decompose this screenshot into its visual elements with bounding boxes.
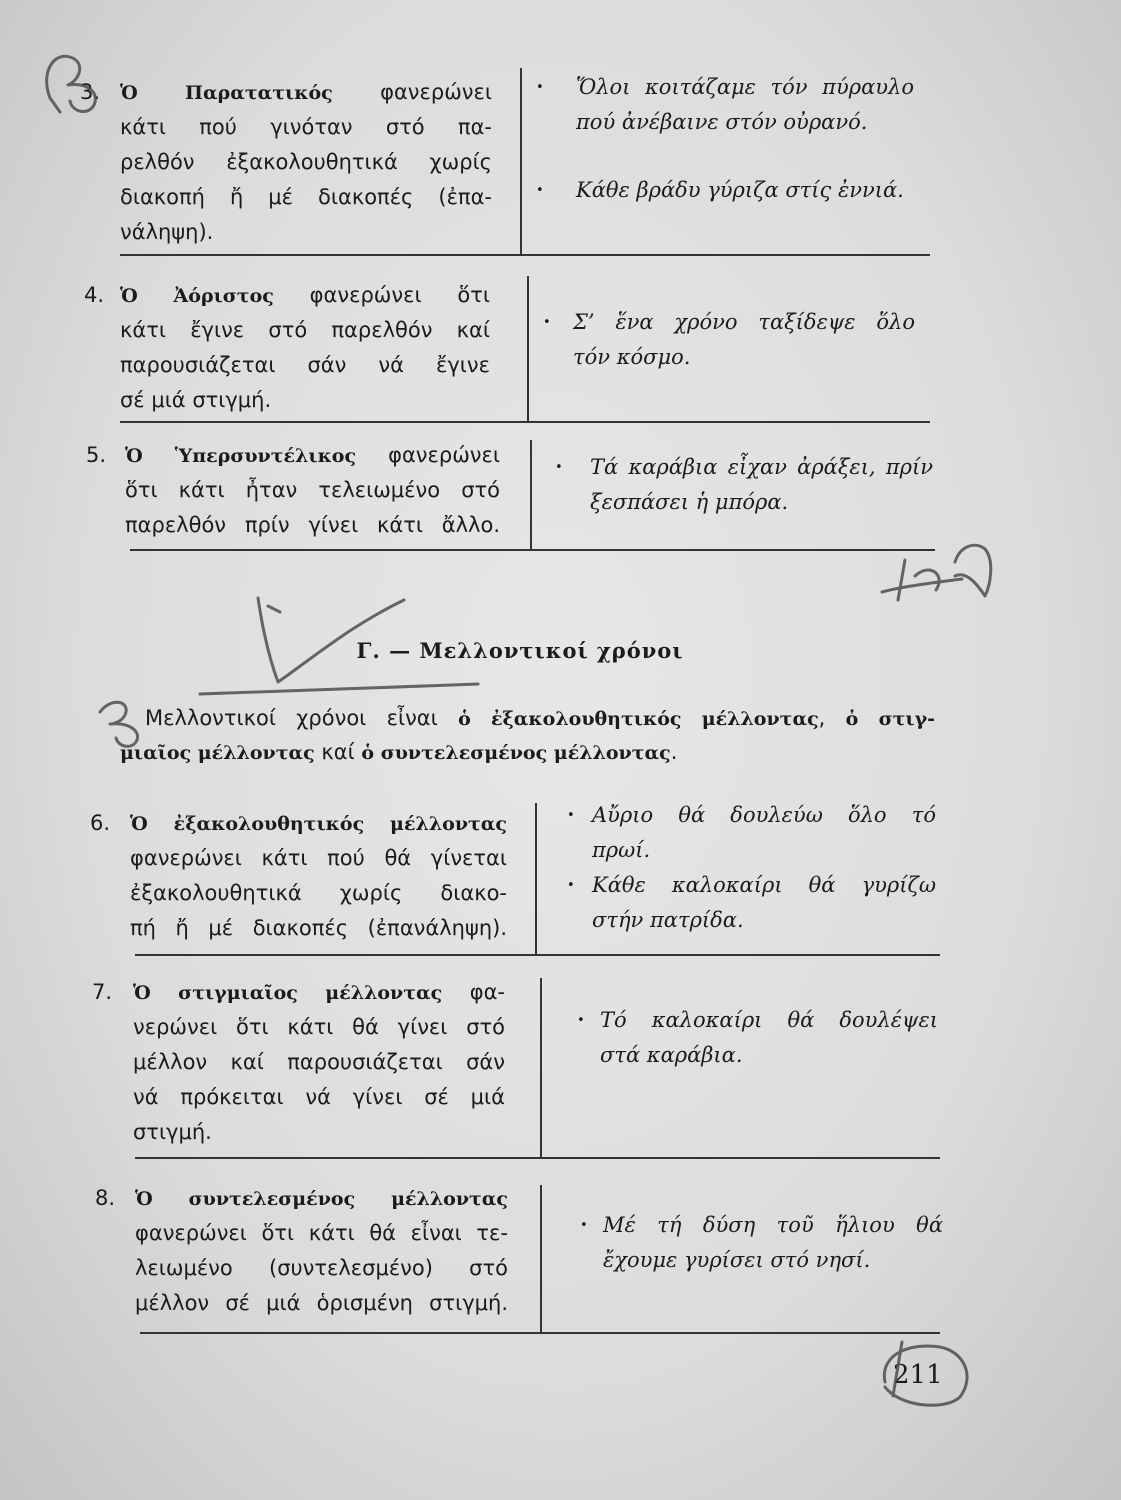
definition-line: παρελθόν πρίν γίνει κάτι ἄλλο. — [125, 513, 500, 537]
row-rule — [130, 549, 935, 551]
row-examples — [590, 450, 933, 520]
intro-text: καί — [314, 740, 362, 764]
tense-term: Ὁ Ὑπερσυντέλικος — [125, 445, 357, 467]
example-line: Ὅλοι κοιτάζαμε τόν πύραυλο — [576, 75, 914, 99]
definition-line: διακοπή ἤ μέ διακοπές (ἐπα- — [120, 185, 492, 209]
definition-line — [125, 438, 500, 473]
example-line: στήν πατρίδα. — [592, 908, 744, 932]
definition-line: ὅτι κάτι ἦταν τελειωμένο στό — [125, 478, 500, 502]
definition-line: νάληψη). — [120, 220, 214, 244]
row-examples — [600, 1003, 938, 1073]
example-line: Τά καράβια εἶχαν ἀράξει, πρίν — [590, 455, 933, 479]
definition-line: νά πρόκειται νά γίνει σέ μιά — [133, 1085, 505, 1109]
example-line: ἔχουμε γυρίσει στό νησί. — [603, 1248, 871, 1272]
row-number: 4. — [84, 283, 105, 307]
definition-line: φανερώνει κάτι πού θά γίνεται — [130, 846, 507, 870]
tense-term: Ὁ στιγμιαῖος μέλλοντας — [133, 982, 443, 1004]
example-line: Τό καλοκαίρι θά δουλέψει — [600, 1008, 938, 1032]
example-item — [603, 1208, 943, 1278]
row-rule — [135, 1157, 940, 1159]
bullet-icon — [543, 305, 551, 340]
example-line: Κάθε βράδυ γύριζα στίς ἐννιά. — [576, 178, 904, 202]
definition-text: φανερώνει — [380, 80, 492, 104]
example-item — [592, 798, 936, 868]
example-line: στά καράβια. — [600, 1043, 743, 1067]
intro-text: Μελλοντικοί χρόνοι εἶναι — [145, 706, 459, 730]
bullet-icon — [536, 173, 544, 208]
intro-text: , — [818, 706, 846, 730]
row-rule — [120, 421, 930, 423]
tense-term: Ὁ Ἀόριστος — [120, 285, 274, 307]
example-line: πού ἀνέβαινε στόν οὐρανό. — [576, 110, 868, 134]
row-rule — [135, 954, 940, 956]
row-examples — [576, 70, 914, 208]
column-divider — [527, 276, 529, 422]
definition-line: μέλλον σέ μιά ὁρισμένη στιγμή. — [135, 1291, 508, 1315]
column-divider — [535, 803, 537, 955]
definition-line: παρουσιάζεται σάν νά ἔγινε — [120, 353, 490, 377]
definition-line: ἐξακολουθητικά χωρίς διακο- — [130, 881, 507, 905]
intro-term: ὁ ἐξακολουθητικός μέλλοντας — [458, 708, 819, 730]
handwritten-initials — [882, 545, 991, 600]
row-number: 8. — [95, 1186, 116, 1210]
intro-term: ὁ στιγ- — [845, 708, 935, 730]
bullet-icon — [567, 868, 575, 903]
example-line: Σ’ ἕνα χρόνο ταξίδεψε ὅλο — [573, 310, 915, 334]
definition-line: στιγμή. — [133, 1120, 212, 1144]
intro-term: ὁ συντελεσμένος μέλλοντας — [361, 742, 671, 764]
definition-text: φα- — [469, 980, 505, 1004]
intro-line — [120, 735, 935, 771]
example-line: Κάθε καλοκαίρι θά γυρίζω — [592, 873, 936, 897]
example-item — [576, 70, 914, 140]
bullet-icon — [555, 450, 563, 485]
row-examples — [573, 305, 915, 375]
row-rule — [140, 1332, 940, 1334]
tense-term: Ὁ Παρατατικός — [120, 82, 333, 104]
definition-line — [120, 278, 490, 313]
example-item — [573, 305, 915, 375]
column-divider — [540, 1185, 542, 1333]
definition-text: φανερώνει — [388, 443, 500, 467]
example-item — [576, 173, 914, 208]
row-number: 3. — [80, 80, 101, 104]
example-line: πρωί. — [592, 838, 651, 862]
row-definition — [120, 75, 492, 250]
example-line: τόν κόσμο. — [573, 345, 691, 369]
row-number: 7. — [92, 980, 113, 1004]
row-rule — [120, 254, 930, 256]
bullet-icon — [577, 1003, 585, 1038]
example-line: ξεσπάσει ἡ μπόρα. — [590, 490, 789, 514]
bullet-icon — [580, 1208, 588, 1243]
row-number: 6. — [90, 811, 111, 835]
definition-line: νερώνει ὅτι κάτι θά γίνει στό — [133, 1015, 505, 1039]
row-examples — [603, 1208, 943, 1278]
row-definition — [120, 278, 490, 418]
example-item — [590, 450, 933, 520]
handwritten-underline — [200, 684, 478, 694]
row-definition — [130, 806, 507, 946]
definition-text: φανερώνει ὅτι — [309, 283, 490, 307]
definition-line — [135, 1181, 508, 1216]
tense-term: Ὁ συντελεσμένος μέλλοντας — [135, 1188, 508, 1210]
row-number: 5. — [86, 443, 107, 467]
intro-text: . — [670, 740, 678, 764]
bullet-icon — [536, 70, 544, 105]
page-number: 211 — [893, 1360, 943, 1390]
bullet-icon — [567, 798, 575, 833]
example-line: Αὔριο θά δουλεύω ὅλο τό — [592, 803, 936, 827]
definition-line: πή ἤ μέ διακοπές (ἐπανάληψη). — [130, 916, 507, 940]
definition-line — [120, 75, 492, 110]
row-definition — [133, 975, 505, 1150]
definition-line: κάτι ἔγινε στό παρελθόν καί — [120, 318, 490, 342]
definition-line: μέλλον καί παρουσιάζεται σάν — [133, 1050, 505, 1074]
example-item — [592, 868, 936, 938]
intro-term: μιαῖος μέλλοντας — [120, 742, 315, 764]
example-line: Μέ τή δύση τοῦ ἥλιου θά — [603, 1213, 943, 1237]
column-divider — [530, 440, 532, 550]
section-heading: Γ. — Μελλοντικοί χρόνοι — [356, 638, 684, 663]
definition-line: ρελθόν ἐξακολουθητικά χωρίς — [120, 150, 492, 174]
definition-line: φανερώνει ὅτι κάτι θά εἶναι τε- — [135, 1221, 508, 1245]
definition-line: σέ μιά στιγμή. — [120, 388, 272, 412]
row-definition — [135, 1181, 508, 1321]
example-item — [600, 1003, 938, 1073]
row-examples — [592, 798, 936, 938]
row-definition — [125, 438, 500, 543]
definition-line — [133, 975, 505, 1010]
definition-line: κάτι πού γινόταν στό πα- — [120, 115, 492, 139]
definition-line — [130, 806, 507, 841]
intro-line — [145, 701, 935, 737]
column-divider — [520, 68, 522, 255]
definition-line: λειωμένο (συντελεσμένο) στό — [135, 1256, 508, 1280]
column-divider — [540, 978, 542, 1158]
tense-term: Ὁ ἐξακολουθητικός μέλλοντας — [130, 813, 507, 835]
